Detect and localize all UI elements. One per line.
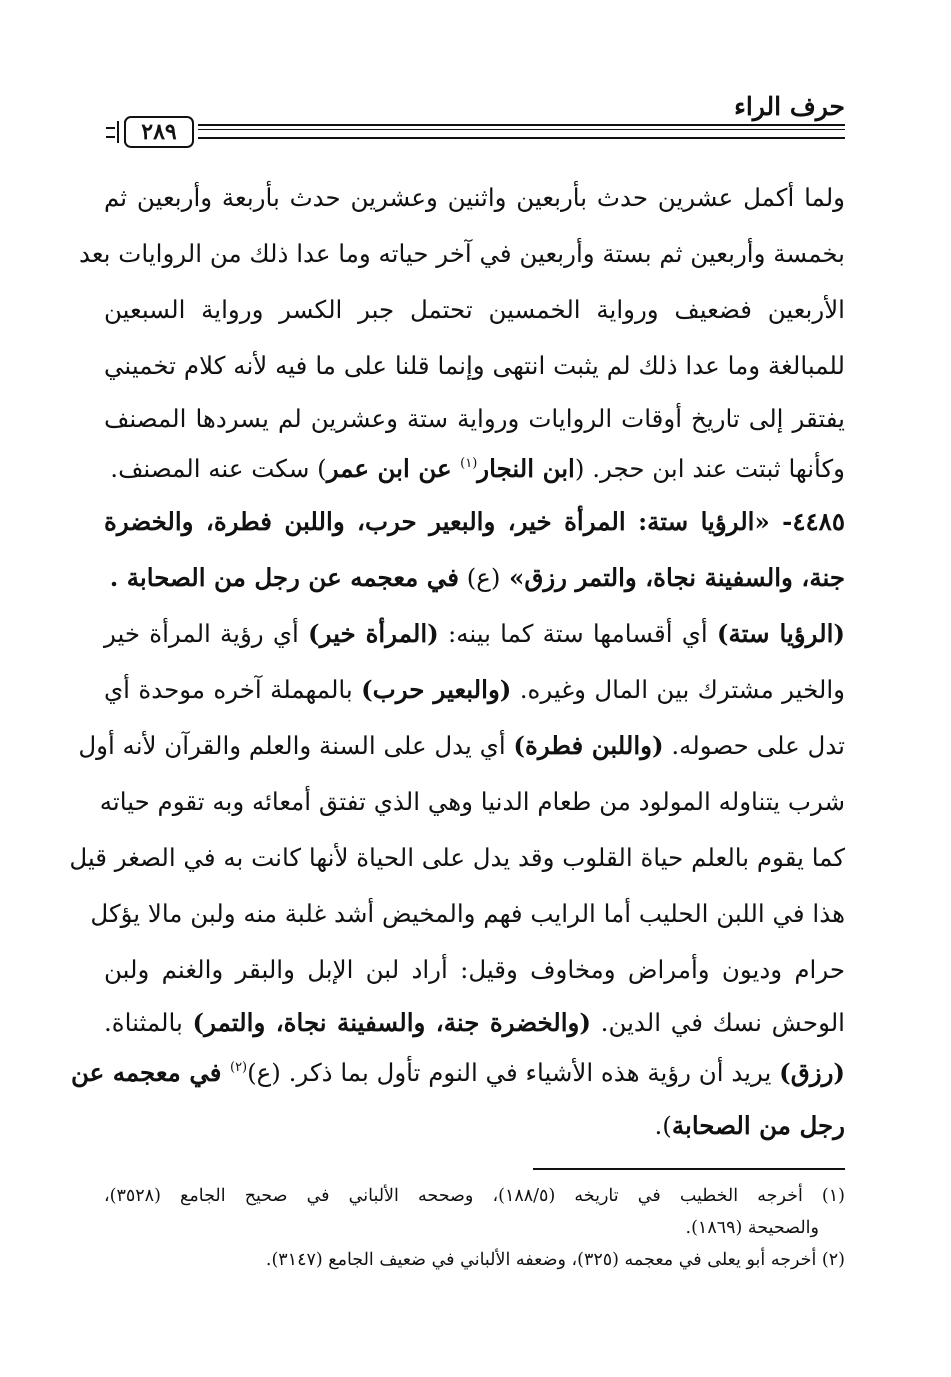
commentary-line: حرام وديون وأمراض ومخاوف وقيل: أراد لبن الإبل والبقر والغنم ولبن — [104, 955, 845, 984]
commentary-line: شرب يتناوله المولود من طعام الدنيا وهي الذي تفتق أمعائه وبه تقوم حياته — [99, 787, 845, 816]
hadith-text: ٤٤٨٥- «الرؤيا ستة: المرأة خير، والبعير حرب، واللبن فطرة، والخضرة — [104, 507, 845, 536]
header-rule — [198, 124, 845, 139]
hadith-text: جنة، والسفينة نجاة، والتمر رزق» (ع) في معجمه عن رجل من الصحابة . — [109, 563, 845, 592]
source-narrator: عن ابن عمر — [326, 454, 461, 483]
commentary-line: هذا في اللبن الحليب أما الرايب فهم والمخيض أشد غلبة منه ولبن مالا يؤكل — [90, 899, 845, 928]
chapter-title: حرف الراء — [734, 92, 845, 121]
commentary-line: تدل على حصوله. (واللبن فطرة) أي يدل على السنة والعلم والقرآن لأنه أول — [78, 731, 845, 760]
text-line: الأربعين فضعيف ورواية الخمسين تحتمل جبر الكسر ورواية السبعين — [104, 295, 845, 324]
page-number: ٢٨٩ — [124, 116, 194, 148]
body-text — [69, 170, 845, 1154]
commentary-line: كما يقوم بالعلم حياة القلوب وقد يدل على الحياة لأنها كانت به في الصغر قيل — [69, 843, 845, 872]
text-line: للمبالغة وما عدا ذلك لم يثبت انتهى وإنما قلنا على ما فيه لأنه كلام تخميني — [104, 351, 845, 380]
footnote-ref: (٢) — [229, 1060, 248, 1075]
footnote-divider — [533, 1168, 845, 1170]
text-line: ولما أكمل عشرين حدث بأربعين واثنين وعشرين حدث بأربعة وأربعين ثم — [104, 183, 845, 212]
footnote-ref: (١) — [460, 456, 478, 471]
footnote-1-continued: والصحيحة (١٨٦٩). — [685, 1218, 819, 1238]
commentary-line: رجل من الصحابة). — [654, 1111, 845, 1140]
commentary-line: والخير مشترك بين المال وغيره. (والبعير حرب) بالمهملة آخره موحدة أي — [104, 675, 845, 704]
footnote-2: (٢) أخرجه أبو يعلى في معجمه (٣٢٥)، وضعفه الألباني في ضعيف الجامع (٣١٤٧). — [265, 1250, 845, 1270]
commentary-line: (الرؤيا ستة) أي أقسامها ستة كما بينه: (المرأة خير) أي رؤية المرأة خير — [104, 619, 845, 648]
source-name: ابن النجار — [477, 454, 575, 483]
text-line: وكأنها ثبتت عند ابن حجر. (ابن النجار$^{(١)}$ عن ابن عمر) سكت عنه المصنف. — [110, 454, 845, 483]
text-line: يفتقر إلى تاريخ أوقات الروايات ورواية ستة وعشرين لم يسردها المصنف — [104, 404, 845, 433]
footnote-1: (١) أخرجه الخطيب في تاريخه (١٨٨/٥)، وصححه الألباني في صحيح الجامع (٣٥٢٨)، — [104, 1186, 845, 1206]
commentary-line: الوحش نسك في الدين. (والخضرة جنة، والسفينة نجاة، والتمر) بالمثناة. — [104, 1008, 845, 1037]
text-line: بخمسة وأربعين ثم بستة وأربعين في آخر حياته وما عدا ذلك من الروايات بعد — [79, 239, 845, 268]
footnotes — [104, 1180, 845, 1276]
commentary-line: (رزق) يريد أن رؤية هذه الأشياء في النوم تأول بما ذكر. (ع)$^{(٢)}$ في معجمه عن — [70, 1058, 845, 1087]
